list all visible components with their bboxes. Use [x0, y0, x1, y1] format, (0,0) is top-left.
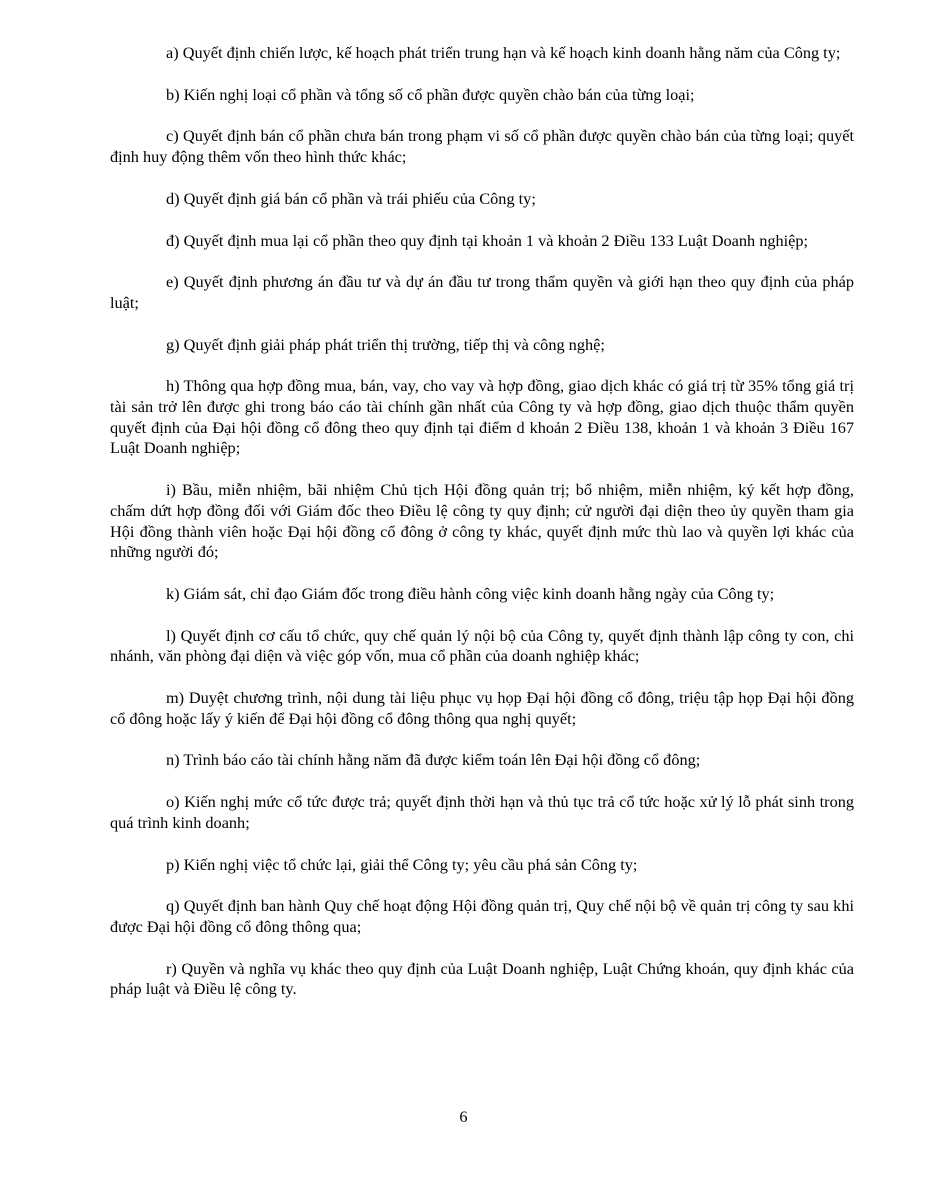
paragraph-k: k) Giám sát, chỉ đạo Giám đốc trong điều hành công việc kinh doanh hằng ngày của Công ty;	[166, 583, 775, 603]
paragraph-a: a) Quyết định chiến lược, kế hoạch phát triển trung hạn và kế hoạch kinh doanh hằng năm của Công ty;	[166, 43, 841, 62]
paragraph-h: h) Thông qua hợp đồng mua, bán, vay, cho vay và hợp đồng, giao dịch khác có giá trị từ 35% tổng giá trị tài sản trở lên được ghi trong báo cáo tài chính gần nhất của Công ty và hợp đồng, giao dịch thuộc thẩm quyền quyết định của Đại hội đồng cổ đông theo quy định tại điểm d khoản 2 Điều 138, khoản 1 và khoản 3 Điều 167 Luật Doanh nghiệp;	[110, 376, 854, 458]
paragraph-l: l) Quyết định cơ cấu tổ chức, quy chế quản lý nội bộ của Công ty, quyết định thành lập công ty con, chi nhánh, văn phòng đại diện và việc góp vốn, mua cổ phần của doanh nghiệp khác;	[110, 625, 854, 666]
paragraph-e: e) Quyết định phương án đầu tư và dự án đầu tư trong thẩm quyền và giới hạn theo quy định của pháp luật;	[110, 272, 854, 312]
paragraph-b: b) Kiến nghị loại cổ phần và tổng số cổ phần được quyền chào bán của từng loại;	[166, 84, 695, 104]
paragraph-p: p) Kiến nghị việc tổ chức lại, giải thể Công ty; yêu cầu phá sản Công ty;	[166, 854, 638, 874]
paragraph-i: i) Bầu, miễn nhiệm, bãi nhiệm Chủ tịch Hội đồng quản trị; bổ nhiệm, miễn nhiệm, ký kết hợp đồng, chấm dứt hợp đồng đối với Giám đốc theo Điều lệ công ty quy định; cử người đại diện theo ủy quyền tham gia Hội đồng thành viên hoặc Đại hội đồng cổ đông ở công ty khác, quyết định mức thù lao và quyền lợi khác của những người đó;	[110, 480, 854, 562]
paragraph-m: m) Duyệt chương trình, nội dung tài liệu phục vụ họp Đại hội đồng cổ đông, triệu tập họp Đại hội đồng cổ đông hoặc lấy ý kiến để Đại hội đồng cổ đông thông qua nghị quyết;	[110, 688, 854, 728]
document-body	[110, 43, 854, 1021]
paragraph-q: q) Quyết định ban hành Quy chế hoạt động Hội đồng quản trị, Quy chế nội bộ về quản trị công ty sau khi được Đại hội đồng cổ đông thông qua;	[110, 896, 854, 936]
paragraph-g: g) Quyết định giải pháp phát triển thị trường, tiếp thị và công nghệ;	[166, 334, 605, 354]
page-number: 6	[459, 1107, 468, 1126]
paragraph-r: r) Quyền và nghĩa vụ khác theo quy định của Luật Doanh nghiệp, Luật Chứng khoán, quy định khác của pháp luật và Điều lệ công ty.	[110, 958, 854, 999]
paragraph-n: n) Trình báo cáo tài chính hằng năm đã được kiểm toán lên Đại hội đồng cổ đông;	[166, 750, 701, 770]
paragraph-dd: đ) Quyết định mua lại cổ phần theo quy định tại khoản 1 và khoản 2 Điều 133 Luật Doanh nghiệp;	[166, 230, 809, 250]
paragraph-d: d) Quyết định giá bán cổ phần và trái phiếu của Công ty;	[166, 188, 536, 208]
paragraph-o: o) Kiến nghị mức cổ tức được trả; quyết định thời hạn và thủ tục trả cổ tức hoặc xử lý lỗ phát sinh trong quá trình kinh doanh;	[110, 792, 854, 832]
paragraph-c: c) Quyết định bán cổ phần chưa bán trong phạm vi số cổ phần được quyền chào bán của từng loại; quyết định huy động thêm vốn theo hình thức khác;	[110, 126, 854, 167]
